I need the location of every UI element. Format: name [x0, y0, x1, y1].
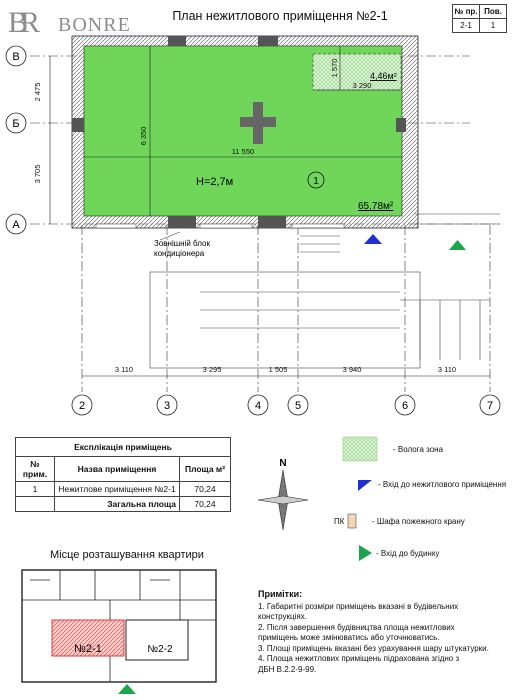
axis-col-label: 7	[486, 400, 494, 412]
stamp-header-floor: Пов.	[480, 5, 507, 19]
dim-bottom: 3 110	[114, 365, 134, 374]
note-line: 3. Площі приміщень вказані без урахування шару штукатурки.	[258, 643, 489, 653]
note-line: 2. Після завершення будівництва площа нежитлових	[258, 622, 455, 632]
dim-inner-height: 6 350	[139, 126, 148, 146]
legend-entry-building-text: - Вхід до будинку	[376, 549, 440, 558]
entry-building-marker	[449, 240, 466, 250]
legend-pk-tag: ПК	[334, 517, 345, 526]
col-header-number: № прим.	[16, 457, 55, 482]
page-title: План нежитлового приміщення №2-1	[172, 9, 388, 23]
row-name: Нежитлове приміщення №2-1	[55, 482, 180, 497]
col-header-name: Назва приміщення	[55, 457, 180, 482]
column-cross	[240, 117, 276, 127]
note-line: ДБН В.2.2-9-99.	[258, 664, 317, 674]
compass-cross	[258, 496, 308, 504]
ac-label-line2: кондиціонера	[154, 249, 205, 258]
dim-bottom: 3 940	[342, 365, 362, 374]
legend-wet-text: - Волога зона	[393, 445, 444, 454]
dim-left: 3 705	[33, 164, 42, 184]
location-title: Місце розташування квартири	[50, 549, 204, 561]
dim-bottom: 3 110	[437, 365, 457, 374]
note-line: 4. Площа нежитлових приміщень підрахована згідно з	[258, 654, 460, 663]
entry-nonresidential-marker	[364, 234, 382, 244]
legend-wet-swatch	[343, 437, 377, 461]
dim-bottom: 1 505	[268, 365, 288, 374]
row-number: 1	[16, 482, 55, 497]
note-line: 1. Габаритні розміри приміщень вказані в будівельних	[258, 601, 459, 611]
room-area-label: 65,78м²	[358, 201, 394, 212]
dim-wet-depth: 1 570	[330, 58, 339, 78]
legend-pk-text: - Шафа пожежного крану	[372, 517, 465, 526]
note-line: конструкціях.	[258, 612, 307, 621]
axis-col-label: 2	[78, 400, 86, 412]
axis-col-label: 5	[294, 400, 302, 412]
table-row	[16, 482, 231, 497]
stamp-number: 2-1	[453, 19, 480, 33]
location-plan	[22, 570, 216, 694]
axis-row-label: В	[12, 51, 20, 63]
dim-left: 2 475	[33, 82, 42, 102]
axis-row-label: А	[12, 219, 20, 231]
compass-north-label: N	[279, 458, 287, 469]
compass	[258, 458, 308, 530]
axis-row-label: Б	[12, 118, 20, 130]
legend-entry-building-icon	[359, 545, 372, 561]
ac-label-line1: Зовнішній блок	[154, 239, 210, 248]
stamp-header-number: № пр.	[453, 5, 480, 19]
stairs-terrace	[150, 214, 500, 368]
logo-word: BONRE	[58, 14, 131, 36]
dim-bottom: 3 295	[202, 365, 222, 374]
room-number: 1	[313, 176, 319, 187]
axis-col-label: 6	[401, 400, 409, 412]
explication-table	[15, 437, 231, 512]
logo-mark: BR	[8, 6, 33, 39]
legend-pk-icon	[348, 514, 356, 528]
windows	[96, 224, 344, 228]
total-label: Загальна площа	[55, 497, 180, 512]
room-height: H=2,7м	[196, 176, 234, 188]
explication-title: Експлікація приміщень	[16, 438, 231, 457]
location-unit-2-label: №2-2	[147, 644, 173, 655]
wet-area-label: 4,46м²	[370, 71, 397, 81]
total-value: 70,24	[180, 497, 231, 512]
axis-col-label: 3	[163, 400, 171, 412]
dim-wet-width: 3 290	[352, 81, 372, 90]
stamp-floor: 1	[480, 19, 507, 33]
location-unit-1-label: №2-1	[74, 643, 102, 655]
note-line: приміщень може змінюватись або уточнюватись.	[258, 633, 440, 642]
axis-col-label: 4	[254, 400, 262, 412]
notes-block	[258, 589, 508, 675]
location-entry-marker	[118, 684, 136, 694]
legend-entry-nonres-icon	[358, 480, 372, 491]
notes-heading: Примітки:	[258, 589, 303, 599]
legend-entry-nonres-text: - Вхід до нежитлового приміщення	[378, 480, 507, 489]
row-area: 70,24	[180, 482, 231, 497]
dim-inner-width: 11 550	[231, 147, 255, 156]
col-header-area: Площа м²	[180, 457, 231, 482]
